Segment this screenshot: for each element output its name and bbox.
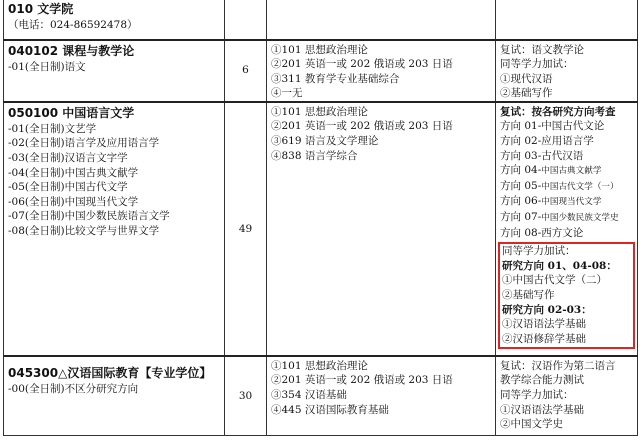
- direction-subject: 中国古代文论: [541, 120, 605, 133]
- college-name: 010 文学院: [8, 2, 74, 16]
- direction-subject: 应用语言学: [541, 135, 594, 148]
- direction-note: [500, 210, 634, 226]
- exam-item: ③354 汉语基础: [271, 389, 347, 402]
- direction-item: -06(全日制)中国现当代文学: [8, 195, 139, 208]
- direction-subject: 古代汉语: [541, 149, 584, 162]
- group-item: ①中国古代文学（二）: [502, 274, 607, 287]
- direction-label: 方向 07-: [500, 211, 542, 224]
- direction-label: 方向 04-: [500, 164, 542, 177]
- program-info-cell: [4, 40, 225, 102]
- notes-cell: [496, 102, 638, 356]
- direction-item: -07(全日制)中国少数民族语言文学: [8, 210, 170, 223]
- direction-label: 方向 06-: [500, 195, 542, 208]
- exam-item: ②201 英语一或 202 俄语或 203 日语: [271, 120, 453, 133]
- program-row: [4, 356, 638, 436]
- enrollment-count: 6: [225, 40, 267, 102]
- exam-subjects-cell: [267, 356, 496, 436]
- direction-note: [500, 179, 634, 195]
- exam-item: ③311 教育学专业基础综合: [271, 72, 400, 85]
- program-title: 045300△汉语国际教育【专业学位】: [8, 365, 212, 380]
- direction-subject: 中国古典文献学: [541, 166, 602, 177]
- exam-subjects-cell: [267, 102, 496, 356]
- program-title: 050100 中国语言文学: [8, 105, 135, 120]
- note-item: 同等学力加试：: [500, 389, 574, 402]
- exam-item: ④838 语言学综合: [271, 149, 358, 162]
- note-item: 复试：汉语作为第二语言: [500, 359, 616, 372]
- program-info-cell: [4, 102, 225, 356]
- direction-item: -01(全日制)文艺学: [8, 122, 97, 135]
- empty-cell: [267, 0, 496, 40]
- direction-note: [500, 226, 634, 241]
- direction-item: -01(全日制)语文: [8, 60, 86, 73]
- group-item: ②基础写作: [502, 289, 555, 301]
- direction-subject: 中国古代文学（一）: [541, 181, 619, 192]
- equivalent-exam-title: 同等学力加试：: [502, 245, 576, 258]
- exam-item: ④445 汉语国际教育基础: [271, 403, 389, 416]
- exam-item: ②201 英语一或 202 俄语或 203 日语: [271, 374, 453, 387]
- direction-subject: 中国少数民族文学史: [541, 213, 619, 224]
- direction-item: -02(全日制)语言学及应用语言学: [8, 137, 160, 150]
- exam-item: ②201 英语一或 202 俄语或 203 日语: [271, 58, 453, 71]
- admissions-table: [3, 0, 638, 436]
- college-cell: [4, 0, 225, 40]
- direction-label: 方向 02-: [500, 135, 542, 148]
- exam-item: ④一无: [271, 87, 303, 100]
- note-item: 复试：语文教学论: [500, 43, 584, 56]
- note-item: ①汉语语法学基础: [500, 403, 584, 416]
- notes-cell: [496, 40, 638, 102]
- direction-item: -08(全日制)比较文学与世界文学: [8, 225, 160, 238]
- note-item: 同等学力加试：: [500, 58, 574, 71]
- enrollment-count: 30: [225, 356, 267, 436]
- exam-item: ①101 思想政治理论: [271, 43, 368, 56]
- group-head: 研究方向 01、04-08：: [502, 259, 617, 272]
- retest-header: 复试：按各研究方向考查: [500, 105, 616, 118]
- program-title: 040102 课程与教学论: [8, 43, 135, 58]
- note-item: 教学综合能力测试: [500, 374, 584, 387]
- direction-label: 方向 03-: [500, 149, 542, 162]
- note-item: ②中国文学史: [500, 418, 563, 431]
- direction-item: -03(全日制)汉语言文字学: [8, 152, 128, 165]
- program-row: [4, 102, 638, 356]
- direction-item: -04(全日制)中国古典文献学: [8, 166, 139, 179]
- program-info-cell: [4, 356, 225, 436]
- group-head: 研究方向 02-03：: [502, 303, 592, 316]
- exam-subjects-cell: [267, 40, 496, 102]
- highlight-box: [498, 242, 635, 349]
- direction-item: -05(全日制)中国古代文学: [8, 181, 128, 194]
- group-item: ②汉语修辞学基础: [502, 332, 586, 345]
- direction-note: [500, 149, 634, 164]
- notes-cell: [496, 356, 638, 436]
- direction-label: 方向 05-: [500, 179, 542, 192]
- direction-note: [500, 119, 634, 134]
- direction-label: 方向 08-: [500, 226, 542, 239]
- empty-cell: [496, 0, 638, 40]
- program-row: [4, 40, 638, 102]
- college-row: [4, 0, 638, 40]
- empty-cell: [225, 0, 267, 40]
- direction-subject: 西方文论: [541, 226, 584, 239]
- exam-item: ③619 语言及文学理论: [271, 135, 379, 148]
- note-item: ②基础写作: [500, 87, 553, 100]
- college-phone: （电话：024-86592478）: [8, 19, 138, 31]
- direction-item: -00(全日制)不区分研究方向: [8, 382, 139, 395]
- direction-subject: 中国现当代文学: [541, 197, 602, 208]
- exam-item: ①101 思想政治理论: [271, 105, 368, 118]
- exam-item: ①101 思想政治理论: [271, 359, 368, 372]
- note-item: ①现代汉语: [500, 72, 553, 85]
- group-item: ①汉语语法学基础: [502, 318, 586, 331]
- direction-note: [500, 194, 634, 210]
- enrollment-count: 49: [225, 102, 267, 356]
- direction-note: [500, 134, 634, 149]
- direction-note: [500, 163, 634, 179]
- direction-label: 方向 01-: [500, 120, 542, 133]
